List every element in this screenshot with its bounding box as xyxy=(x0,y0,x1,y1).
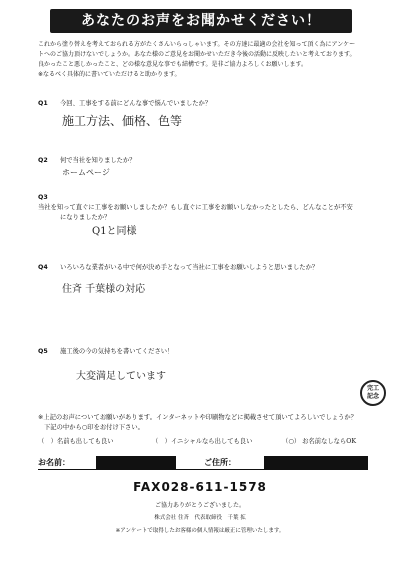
question-text: 施工後の今の気持ちを書いてください！ xyxy=(60,348,174,355)
question-number: Q3 xyxy=(38,194,48,201)
divider xyxy=(38,469,368,470)
page-title: あなたのお声をお聞かせください！ xyxy=(50,9,352,33)
address-label: ご住所： xyxy=(204,458,236,467)
name-label: お名前： xyxy=(38,458,70,467)
publish-options xyxy=(38,437,378,447)
option-anonymous[interactable]: （○） xyxy=(282,438,301,445)
answer-q4: 住斉 千葉様の対応 xyxy=(62,284,146,295)
answer-q1: 施工方法、価格、色等 xyxy=(62,114,183,128)
question-q4 xyxy=(38,263,368,273)
question-number: Q2 xyxy=(38,157,48,164)
question-number: Q1 xyxy=(38,100,48,107)
question-q5 xyxy=(38,347,368,357)
question-text: 何で当社を知りましたか？ xyxy=(60,157,136,164)
privacy-note: ※アンケートで取得したお客様の個人情報は厳正に管理いたします。 xyxy=(115,528,285,534)
option-initials[interactable]: （ ）イニシャルなら出しても良い xyxy=(152,438,253,445)
question-number: Q5 xyxy=(38,348,48,355)
option-anonymous-answer: お名前なしならOK xyxy=(302,438,357,445)
question-text: 当社を知って直ぐに工事をお願いしましたか？もし直ぐに工事をお願いしなかったとしたら、どんなことが不安 xyxy=(38,204,353,211)
answer-q5: 大変満足しています xyxy=(76,371,166,382)
address-redacted xyxy=(264,456,368,470)
answer-q3: Q1と同様 xyxy=(92,226,137,237)
question-q1 xyxy=(38,99,368,109)
intro-line: トへのご協力頂けないでしょうか。あなた様のご意見をお聞かせいただき今後の活動に反映したいと考えております。 xyxy=(38,51,356,58)
company-name: 株式会社 住斉 代表取締役 千葉 拡 xyxy=(154,515,246,521)
fax-number: FAX028-611-1578 xyxy=(133,480,267,494)
intro-line: ※なるべく具体的に書いていただけると助かります。 xyxy=(38,71,181,78)
publish-line: 下記の中から○印をお付け下さい。 xyxy=(44,424,144,431)
publish-permission xyxy=(38,413,368,433)
option-full-name[interactable]: （ ）名前も出しても良い xyxy=(38,438,114,445)
question-number: Q4 xyxy=(38,264,48,271)
contact-row xyxy=(38,456,368,470)
question-text: 今回、工事をする前にどんな事で悩んでいましたか？ xyxy=(60,100,212,107)
thanks-text: ご協力ありがとうございました。 xyxy=(154,502,245,509)
name-redacted xyxy=(96,456,176,470)
intro-line: これから塗り替えを考えておられる方がたくさんいらっしゃいます。その方達に最適の会社を知って頂く為にアンケー xyxy=(38,41,356,48)
intro-text xyxy=(38,40,368,80)
question-q2 xyxy=(38,156,368,166)
question-text: いろいろな業者がいる中で何が決め手となって当社に工事をお願いしようと思いましたか？ xyxy=(60,264,319,271)
question-q3 xyxy=(38,193,368,223)
answer-q2: ホームページ xyxy=(62,168,110,177)
question-text: になりましたか？ xyxy=(60,214,111,221)
publish-line: ※上記のお声についてお願いがあります。インターネットや印刷物などに掲載させて頂いてよろしいでしょうか？ xyxy=(38,414,357,421)
stamp-mark: 完工 記念 xyxy=(360,380,386,406)
intro-line: 良かったこと悪しかったこと、どの様な意見な事でも結構です。是非ご協力よろしくお願いします。 xyxy=(38,61,308,68)
